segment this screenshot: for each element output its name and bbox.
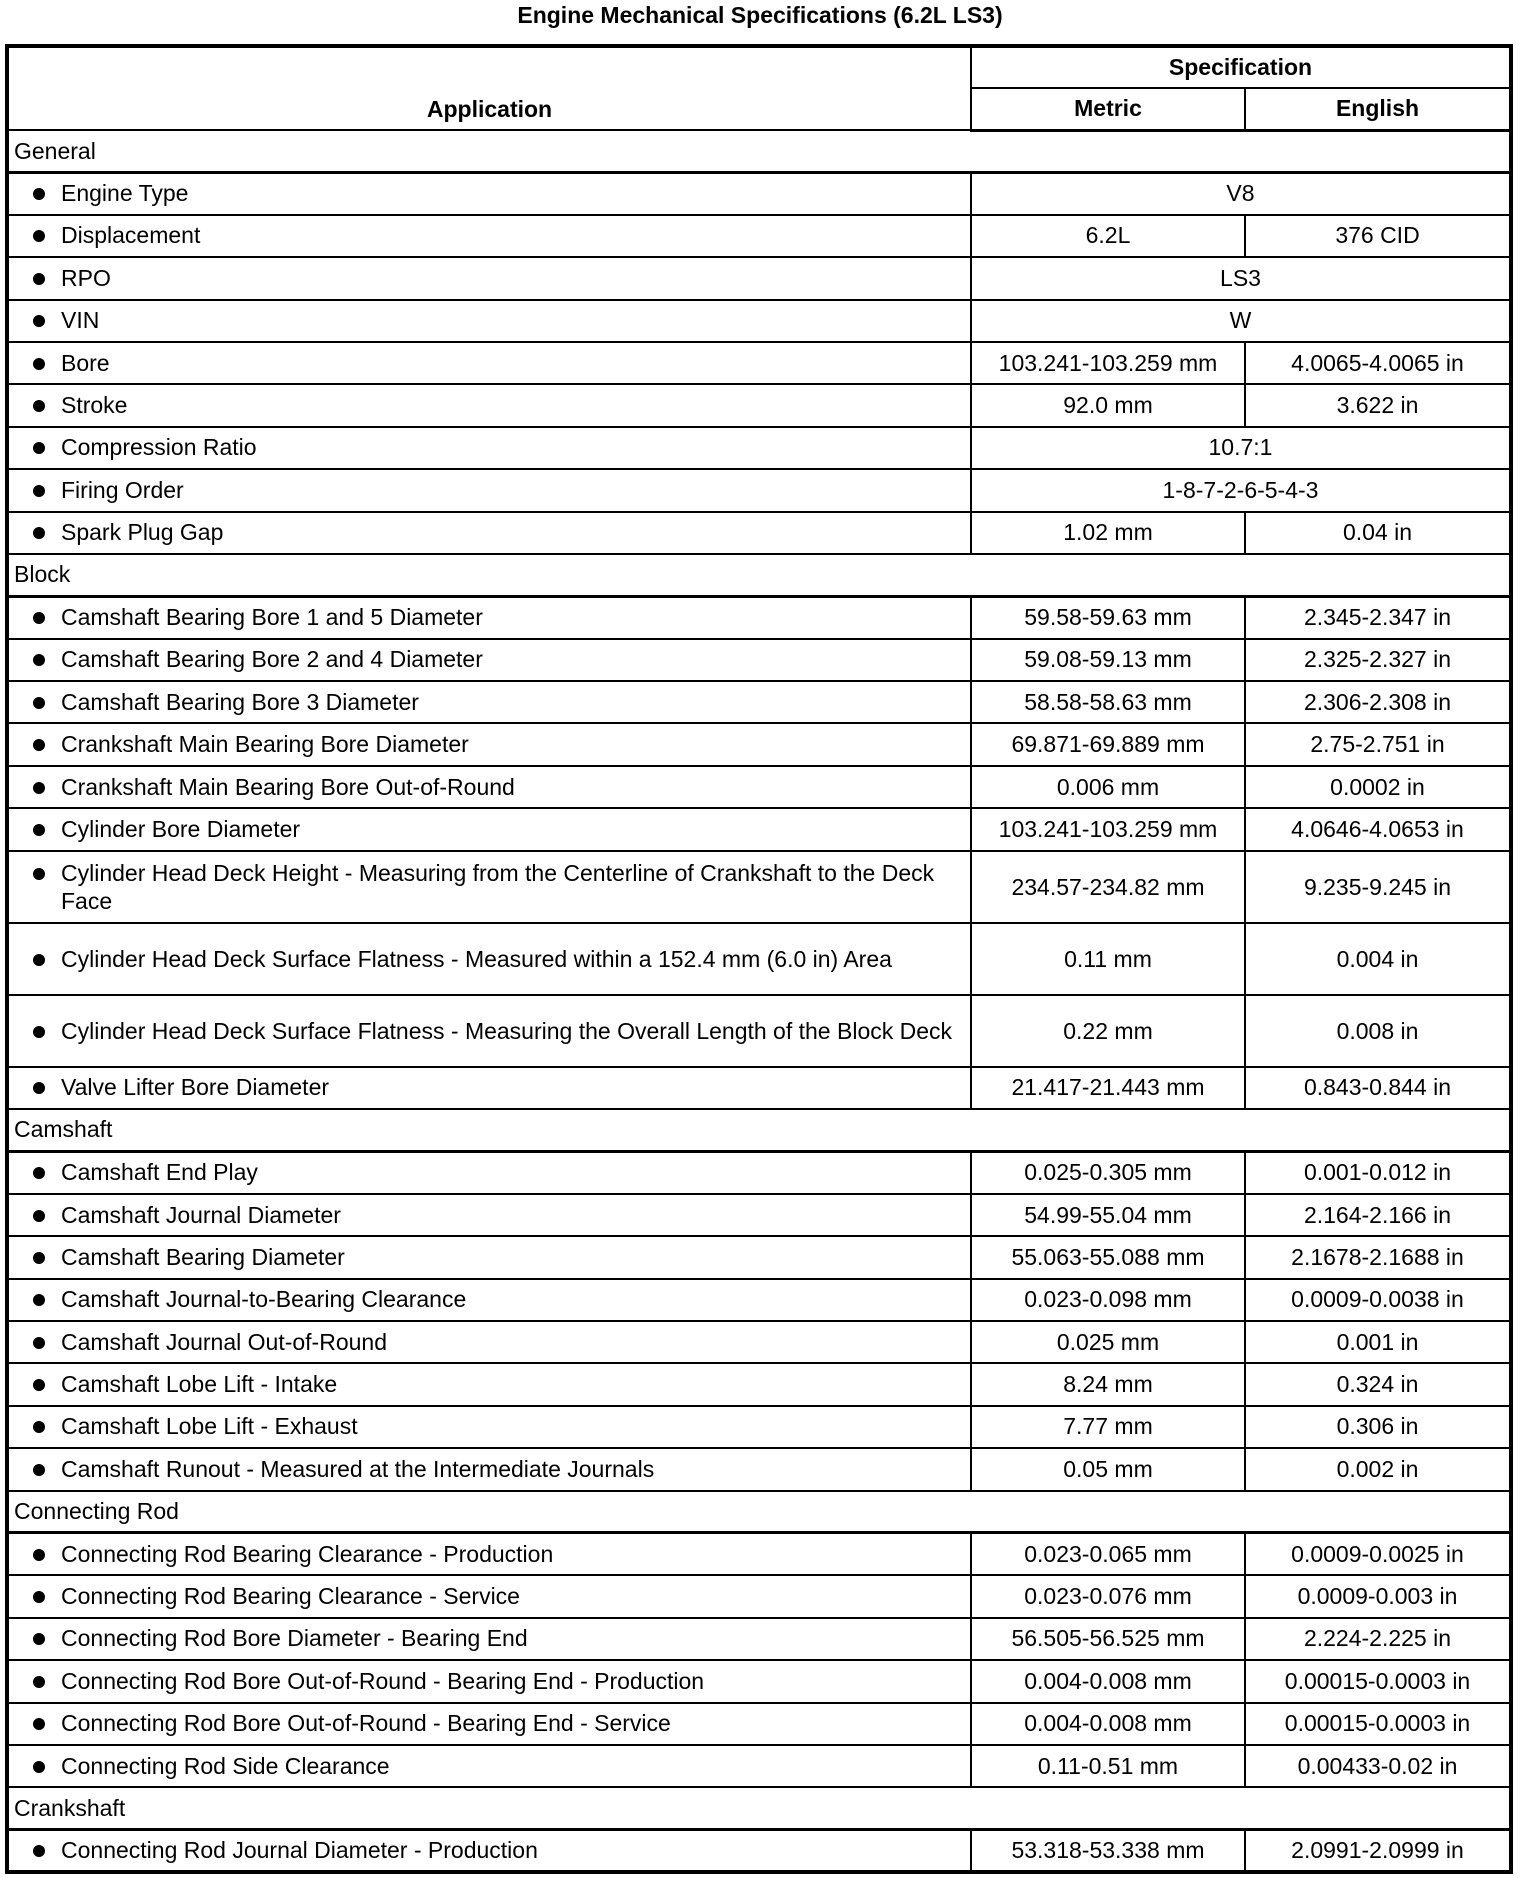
section-heading: Connecting Rod xyxy=(7,1491,1511,1533)
application-label: Cylinder Head Deck Surface Flatness - Measured within a 152.4 mm (6.0 in) Area xyxy=(61,945,892,972)
application-label: Camshaft Runout - Measured at the Intermediate Journals xyxy=(61,1455,655,1482)
bullet-icon xyxy=(33,188,45,200)
english-value-cell: 0.008 in xyxy=(1245,995,1511,1067)
metric-value-cell: 7.77 mm xyxy=(971,1406,1245,1448)
english-value-cell: 3.622 in xyxy=(1245,384,1511,426)
table-row xyxy=(7,342,1511,384)
application-header: Application xyxy=(7,46,971,130)
application-label: Cylinder Head Deck Height - Measuring from the Centerline of Crankshaft to the Deck Face xyxy=(61,859,935,914)
english-value-cell: 2.224-2.225 in xyxy=(1245,1618,1511,1660)
application-label: Connecting Rod Side Clearance xyxy=(61,1752,390,1779)
application-cell xyxy=(7,766,971,808)
application-label: Camshaft Bearing Bore 1 and 5 Diameter xyxy=(61,604,483,631)
application-cell xyxy=(7,300,971,342)
specification-header: Specification xyxy=(971,46,1511,88)
bullet-icon xyxy=(33,1633,45,1645)
table-body xyxy=(7,130,1511,1872)
table-row xyxy=(7,995,1511,1067)
application-cell xyxy=(7,342,971,384)
bullet-icon xyxy=(33,1026,45,1038)
section-row xyxy=(7,1109,1511,1151)
section-heading: Crankshaft xyxy=(7,1787,1511,1829)
application-cell xyxy=(7,469,971,511)
table-row xyxy=(7,384,1511,426)
english-value-cell: 0.306 in xyxy=(1245,1406,1511,1448)
english-value-cell: 0.002 in xyxy=(1245,1448,1511,1490)
application-label: Camshaft Journal Out-of-Round xyxy=(61,1328,387,1355)
english-header: English xyxy=(1245,88,1511,130)
application-cell xyxy=(7,257,971,299)
bullet-icon xyxy=(33,358,45,370)
application-label: Connecting Rod Bore Out-of-Round - Bearing End - Service xyxy=(61,1710,671,1737)
metric-value-cell: 0.025 mm xyxy=(971,1321,1245,1363)
application-cell xyxy=(7,427,971,469)
application-label: Valve Lifter Bore Diameter xyxy=(61,1074,330,1101)
metric-value-cell: 59.58-59.63 mm xyxy=(971,596,1245,638)
bullet-icon xyxy=(33,527,45,539)
spec-value-cell: 1-8-7-2-6-5-4-3 xyxy=(971,469,1511,511)
application-cell xyxy=(7,723,971,765)
table-row xyxy=(7,923,1511,995)
table-row xyxy=(7,851,1511,923)
metric-value-cell: 59.08-59.13 mm xyxy=(971,639,1245,681)
application-cell xyxy=(7,923,971,995)
english-value-cell: 0.0009-0.0038 in xyxy=(1245,1279,1511,1321)
application-cell xyxy=(7,1194,971,1236)
table-row xyxy=(7,1533,1511,1575)
metric-value-cell: 69.871-69.889 mm xyxy=(971,723,1245,765)
application-cell xyxy=(7,995,971,1067)
metric-value-cell: 0.004-0.008 mm xyxy=(971,1660,1245,1702)
bullet-icon xyxy=(33,739,45,751)
section-row xyxy=(7,1491,1511,1533)
application-cell xyxy=(7,512,971,554)
table-row xyxy=(7,1703,1511,1745)
table-row xyxy=(7,1575,1511,1617)
bullet-icon xyxy=(33,954,45,966)
application-cell xyxy=(7,1533,971,1575)
bullet-icon xyxy=(33,1337,45,1349)
english-value-cell: 0.001-0.012 in xyxy=(1245,1151,1511,1193)
table-row xyxy=(7,257,1511,299)
metric-value-cell: 0.22 mm xyxy=(971,995,1245,1067)
table-row xyxy=(7,1660,1511,1702)
table-row xyxy=(7,681,1511,723)
bullet-icon xyxy=(33,1421,45,1433)
table-row xyxy=(7,300,1511,342)
english-value-cell: 0.001 in xyxy=(1245,1321,1511,1363)
metric-value-cell: 56.505-56.525 mm xyxy=(971,1618,1245,1660)
application-label: Cylinder Head Deck Surface Flatness - Measuring the Overall Length of the Block Deck xyxy=(61,1017,953,1044)
application-label: Camshaft Journal Diameter xyxy=(61,1201,341,1228)
application-cell xyxy=(7,384,971,426)
application-cell xyxy=(7,681,971,723)
english-value-cell: 2.75-2.751 in xyxy=(1245,723,1511,765)
metric-value-cell: 0.05 mm xyxy=(971,1448,1245,1490)
table-row xyxy=(7,1321,1511,1363)
application-label: Crankshaft Main Bearing Bore Diameter xyxy=(61,731,469,758)
english-value-cell: 4.0646-4.0653 in xyxy=(1245,808,1511,850)
application-label: Compression Ratio xyxy=(61,434,257,461)
application-cell xyxy=(7,1618,971,1660)
table-row xyxy=(7,1448,1511,1490)
english-value-cell: 9.235-9.245 in xyxy=(1245,851,1511,923)
section-heading: General xyxy=(7,130,1511,172)
metric-header: Metric xyxy=(971,88,1245,130)
application-label: Camshaft Journal-to-Bearing Clearance xyxy=(61,1286,467,1313)
english-value-cell: 0.843-0.844 in xyxy=(1245,1067,1511,1109)
metric-value-cell: 0.11-0.51 mm xyxy=(971,1745,1245,1787)
english-value-cell: 2.1678-2.1688 in xyxy=(1245,1236,1511,1278)
bullet-icon xyxy=(33,824,45,836)
table-row xyxy=(7,1279,1511,1321)
application-label: RPO xyxy=(61,264,111,291)
bullet-icon xyxy=(33,230,45,242)
application-label: Bore xyxy=(61,349,110,376)
table-row xyxy=(7,766,1511,808)
english-value-cell: 376 CID xyxy=(1245,215,1511,257)
bullet-icon xyxy=(33,1676,45,1688)
section-row xyxy=(7,1787,1511,1829)
application-label: Camshaft Bearing Bore 3 Diameter xyxy=(61,688,419,715)
bullet-icon xyxy=(33,315,45,327)
application-cell xyxy=(7,1660,971,1702)
application-cell xyxy=(7,1363,971,1405)
application-cell xyxy=(7,1703,971,1745)
table-row xyxy=(7,469,1511,511)
bullet-icon xyxy=(33,654,45,666)
bullet-icon xyxy=(33,442,45,454)
metric-value-cell: 0.025-0.305 mm xyxy=(971,1151,1245,1193)
application-cell xyxy=(7,808,971,850)
table-row xyxy=(7,1745,1511,1787)
bullet-icon xyxy=(33,273,45,285)
table-row xyxy=(7,215,1511,257)
bullet-icon xyxy=(33,868,45,880)
table-row xyxy=(7,512,1511,554)
english-value-cell: 2.345-2.347 in xyxy=(1245,596,1511,638)
application-label: Connecting Rod Bearing Clearance - Production xyxy=(61,1540,554,1567)
bullet-icon xyxy=(33,1210,45,1222)
table-row xyxy=(7,723,1511,765)
bullet-icon xyxy=(33,1252,45,1264)
application-label: Connecting Rod Journal Diameter - Production xyxy=(61,1837,538,1864)
metric-value-cell: 0.004-0.008 mm xyxy=(971,1703,1245,1745)
application-cell xyxy=(7,1279,971,1321)
english-value-cell: 0.00433-0.02 in xyxy=(1245,1745,1511,1787)
english-value-cell: 2.325-2.327 in xyxy=(1245,639,1511,681)
spec-value-cell: V8 xyxy=(971,172,1511,214)
table-row xyxy=(7,1618,1511,1660)
metric-value-cell: 0.006 mm xyxy=(971,766,1245,808)
spec-value-cell: LS3 xyxy=(971,257,1511,299)
table-row xyxy=(7,596,1511,638)
application-cell xyxy=(7,639,971,681)
table-row xyxy=(7,1406,1511,1448)
document-title: Engine Mechanical Specifications (6.2L LS3) xyxy=(517,2,1003,28)
application-cell xyxy=(7,1151,971,1193)
metric-value-cell: 0.023-0.065 mm xyxy=(971,1533,1245,1575)
bullet-icon xyxy=(33,1167,45,1179)
application-label: Camshaft Lobe Lift - Intake xyxy=(61,1371,338,1398)
english-value-cell: 0.324 in xyxy=(1245,1363,1511,1405)
bullet-icon xyxy=(33,1082,45,1094)
metric-value-cell: 6.2L xyxy=(971,215,1245,257)
metric-value-cell: 0.023-0.076 mm xyxy=(971,1575,1245,1617)
spec-value-cell: 10.7:1 xyxy=(971,427,1511,469)
metric-value-cell: 234.57-234.82 mm xyxy=(971,851,1245,923)
application-cell xyxy=(7,215,971,257)
metric-value-cell: 8.24 mm xyxy=(971,1363,1245,1405)
section-row xyxy=(7,130,1511,172)
bullet-icon xyxy=(33,485,45,497)
table-row xyxy=(7,1151,1511,1193)
metric-value-cell: 21.417-21.443 mm xyxy=(971,1067,1245,1109)
application-label: Connecting Rod Bore Diameter - Bearing End xyxy=(61,1625,528,1652)
metric-value-cell: 92.0 mm xyxy=(971,384,1245,426)
application-label: Displacement xyxy=(61,222,201,249)
application-cell xyxy=(7,1575,971,1617)
english-value-cell: 0.004 in xyxy=(1245,923,1511,995)
english-value-cell: 0.00015-0.0003 in xyxy=(1245,1703,1511,1745)
english-value-cell: 2.306-2.308 in xyxy=(1245,681,1511,723)
application-cell xyxy=(7,1745,971,1787)
table-row xyxy=(7,1194,1511,1236)
bullet-icon xyxy=(33,1845,45,1857)
specifications-table xyxy=(5,44,1513,1874)
section-heading: Camshaft xyxy=(7,1109,1511,1151)
table-row xyxy=(7,639,1511,681)
english-value-cell: 0.04 in xyxy=(1245,512,1511,554)
metric-value-cell: 0.11 mm xyxy=(971,923,1245,995)
metric-value-cell: 55.063-55.088 mm xyxy=(971,1236,1245,1278)
metric-value-cell: 58.58-58.63 mm xyxy=(971,681,1245,723)
english-value-cell: 2.0991-2.0999 in xyxy=(1245,1830,1511,1872)
application-label: Connecting Rod Bearing Clearance - Service xyxy=(61,1583,520,1610)
english-value-cell: 0.00015-0.0003 in xyxy=(1245,1660,1511,1702)
bullet-icon xyxy=(33,1761,45,1773)
table-row xyxy=(7,808,1511,850)
bullet-icon xyxy=(33,1294,45,1306)
bullet-icon xyxy=(33,782,45,794)
application-cell xyxy=(7,1830,971,1872)
application-label: Stroke xyxy=(61,392,128,419)
bullet-icon xyxy=(33,612,45,624)
application-label: Camshaft End Play xyxy=(61,1159,258,1186)
application-label: Camshaft Lobe Lift - Exhaust xyxy=(61,1413,358,1440)
application-cell xyxy=(7,1406,971,1448)
metric-value-cell: 103.241-103.259 mm xyxy=(971,342,1245,384)
application-label: Connecting Rod Bore Out-of-Round - Bearing End - Production xyxy=(61,1667,705,1694)
application-label: Spark Plug Gap xyxy=(61,519,224,546)
application-label: Firing Order xyxy=(61,476,184,503)
application-label: Cylinder Bore Diameter xyxy=(61,815,301,842)
table-row xyxy=(7,1363,1511,1405)
application-label: Engine Type xyxy=(61,180,189,207)
section-heading: Block xyxy=(7,554,1511,596)
bullet-icon xyxy=(33,1591,45,1603)
application-cell xyxy=(7,1321,971,1363)
table-row xyxy=(7,172,1511,214)
application-cell xyxy=(7,1236,971,1278)
bullet-icon xyxy=(33,1379,45,1391)
spec-value-cell: W xyxy=(971,300,1511,342)
metric-value-cell: 0.023-0.098 mm xyxy=(971,1279,1245,1321)
metric-value-cell: 1.02 mm xyxy=(971,512,1245,554)
bullet-icon xyxy=(33,1718,45,1730)
english-value-cell: 0.0009-0.003 in xyxy=(1245,1575,1511,1617)
table-row xyxy=(7,1067,1511,1109)
bullet-icon xyxy=(33,1464,45,1476)
section-row xyxy=(7,554,1511,596)
metric-value-cell: 103.241-103.259 mm xyxy=(971,808,1245,850)
application-cell xyxy=(7,596,971,638)
application-cell xyxy=(7,1448,971,1490)
english-value-cell: 2.164-2.166 in xyxy=(1245,1194,1511,1236)
application-label: Camshaft Bearing Diameter xyxy=(61,1243,345,1270)
table-row xyxy=(7,427,1511,469)
application-cell xyxy=(7,172,971,214)
english-value-cell: 0.0002 in xyxy=(1245,766,1511,808)
english-value-cell: 4.0065-4.0065 in xyxy=(1245,342,1511,384)
metric-value-cell: 54.99-55.04 mm xyxy=(971,1194,1245,1236)
english-value-cell: 0.0009-0.0025 in xyxy=(1245,1533,1511,1575)
table-row xyxy=(7,1236,1511,1278)
application-cell xyxy=(7,1067,971,1109)
bullet-icon xyxy=(33,1549,45,1561)
application-label: VIN xyxy=(61,307,100,334)
application-label: Crankshaft Main Bearing Bore Out-of-Round xyxy=(61,773,515,800)
table-row xyxy=(7,1830,1511,1872)
metric-value-cell: 53.318-53.338 mm xyxy=(971,1830,1245,1872)
bullet-icon xyxy=(33,400,45,412)
bullet-icon xyxy=(33,697,45,709)
application-label: Camshaft Bearing Bore 2 and 4 Diameter xyxy=(61,646,483,673)
application-cell xyxy=(7,851,971,923)
